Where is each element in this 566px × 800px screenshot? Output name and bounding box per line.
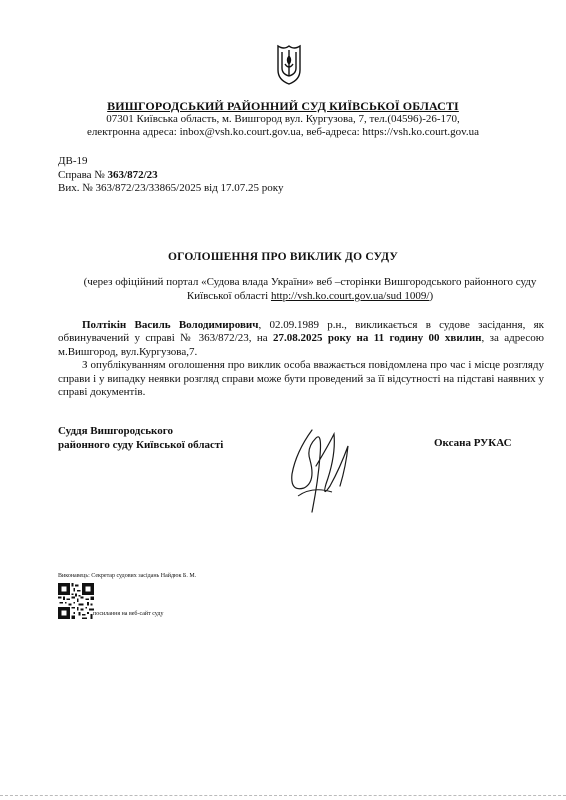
court-contacts: електронна адреса: inbox@vsh.ko.court.gov.ua, веб-адреса: https://vsh.ko.court.gov.ua xyxy=(86,126,480,138)
portal-note-close: ) xyxy=(429,290,434,302)
case-label: Справа № xyxy=(58,169,108,181)
consequence-paragraph: З опублікуванням оголошення про виклик особа вважається повідомлена про час і місце розгляду справи і у випадку неявки розгляд справи може бути проведений за її відсутності на підставі наявних у справі документів. xyxy=(58,359,544,399)
case-number: 363/872/23 xyxy=(107,169,158,181)
summons-paragraph xyxy=(58,319,544,359)
executor-line: Виконавець: Секретар судових засідань Найдюк Б. М. xyxy=(58,573,197,579)
trident-emblem-icon xyxy=(276,42,302,86)
hearing-address: , за адресою м.Вишгород, вул.Кургузова,7. xyxy=(58,332,544,358)
summons-text: , 02.09.1989 р.н., викликається в судове засідання, як обвинувачений у справі № 363/872/23, на xyxy=(58,319,544,345)
doc-code: ДВ-19 xyxy=(58,155,88,167)
portal-note-text: (через офіційний портал «Судова влада України» веб –сторінки Вишгородського районного суду Київської області xyxy=(83,276,537,302)
portal-link[interactable]: http://vsh.ko.court.gov.ua/sud 1009/ xyxy=(270,290,430,302)
outgoing-number: Вих. № 363/872/23/33865/2025 від 17.07.25 року xyxy=(58,182,284,194)
hearing-datetime: 27.08.2025 року на 11 годину 00 хвилин xyxy=(273,332,482,345)
qr-caption: посилання на веб-сайт суду xyxy=(93,611,164,617)
handwritten-signature xyxy=(282,426,354,518)
scan-edge-divider xyxy=(0,795,566,797)
court-address: 07301 Київська область, м. Вишгород вул. Кургузова, 7, тел.(04596)-26-170, xyxy=(106,113,460,125)
judge-title xyxy=(58,424,223,452)
case-number-line xyxy=(58,169,158,181)
judge-name: Оксана РУКАС xyxy=(434,437,512,449)
portal-note xyxy=(80,275,540,303)
judge-title-line1: Суддя Вишгородського xyxy=(58,425,173,437)
notice-title: ОГОЛОШЕННЯ ПРО ВИКЛИК ДО СУДУ xyxy=(167,251,399,263)
defendant-name: Полтікін Василь Володимирович xyxy=(82,319,259,331)
judge-title-line2: районного суду Київської області xyxy=(58,439,224,451)
court-name: ВИШГОРОДСЬКИЙ РАЙОННИЙ СУД КИЇВСЬКОЇ ОБЛАСТІ xyxy=(107,99,459,113)
qr-code-icon[interactable] xyxy=(58,583,94,619)
notice-body xyxy=(58,319,544,399)
